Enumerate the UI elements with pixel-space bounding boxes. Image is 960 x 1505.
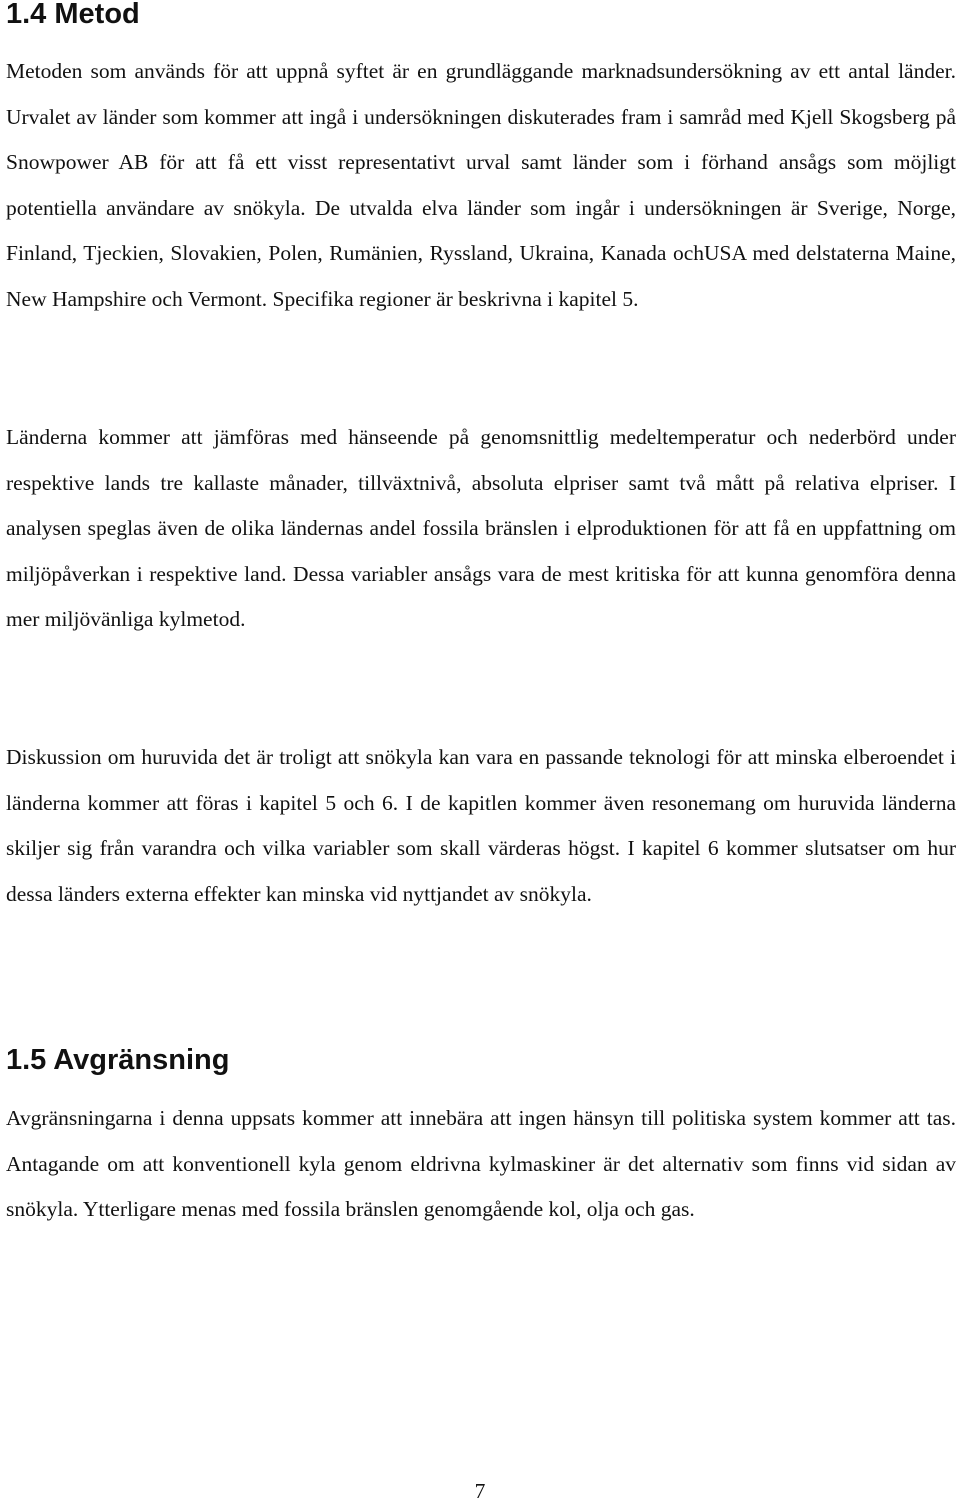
metod-paragraph-3: Diskussion om huruvida det är troligt att snökyla kan vara en passande teknologi för att minska elberoendet i länderna kommer att föras i kapitel 5 och 6. I de kapitlen kommer även resonemang om huruvida länderna skiljer sig från varandra och vilka variabler som skall värderas högst. I kapitel 6 kommer slutsatser om hur dessa länders externa effekter kan minska vid nyttjandet av snökyla. [6,745,956,906]
metod-paragraph-1: Metoden som används för att uppnå syftet är en grundläggande marknadsundersökning av ett antal länder. Urvalet av länder som kommer att ingå i undersökningen diskuterades fram i samråd med Kjell Skogsberg på Snowpower AB för att få ett visst representativt urval samt länder som i förhand ansågs som möjligt potentiella användare av snökyla. De utvalda elva länder som ingår i undersökningen är Sverige, Norge, Finland, Tjeckien, Slovakien, Polen, Rumänien, Ryssland, Ukraina, Kanada ochUSA med delstaterna Maine, New Hampshire och Vermont. Specifika regioner är beskrivna i kapitel 5. [6,59,956,311]
section-heading-metod: 1.4 Metod [6,0,140,30]
section-heading-avgransning: 1.5 Avgränsning [6,1044,230,1076]
page-number: 7 [474,1479,486,1503]
avgransning-paragraph-1: Avgränsningarna i denna uppsats kommer att innebära att ingen hänsyn till politiska system kommer att tas. Antagande om att konventionell kyla genom eldrivna kylmaskiner är det alternativ som finns vid sidan av snökyla. Ytterligare menas med fossila bränslen genomgående kol, olja och gas. [6,1106,956,1222]
metod-paragraph-2: Länderna kommer att jämföras med hänseende på genomsnittlig medeltemperatur och nederbörd under respektive lands tre kallaste månader, tillväxtnivå, absoluta elpriser samt två mått på relativa elpriser. I analysen speglas även de olika ländernas andel fossila bränslen i elproduktionen för att få en uppfattning om miljöpåverkan i respektive land. Dessa variabler ansågs vara de mest kritiska för att kunna genomföra denna mer miljövänliga kylmetod. [6,425,956,632]
